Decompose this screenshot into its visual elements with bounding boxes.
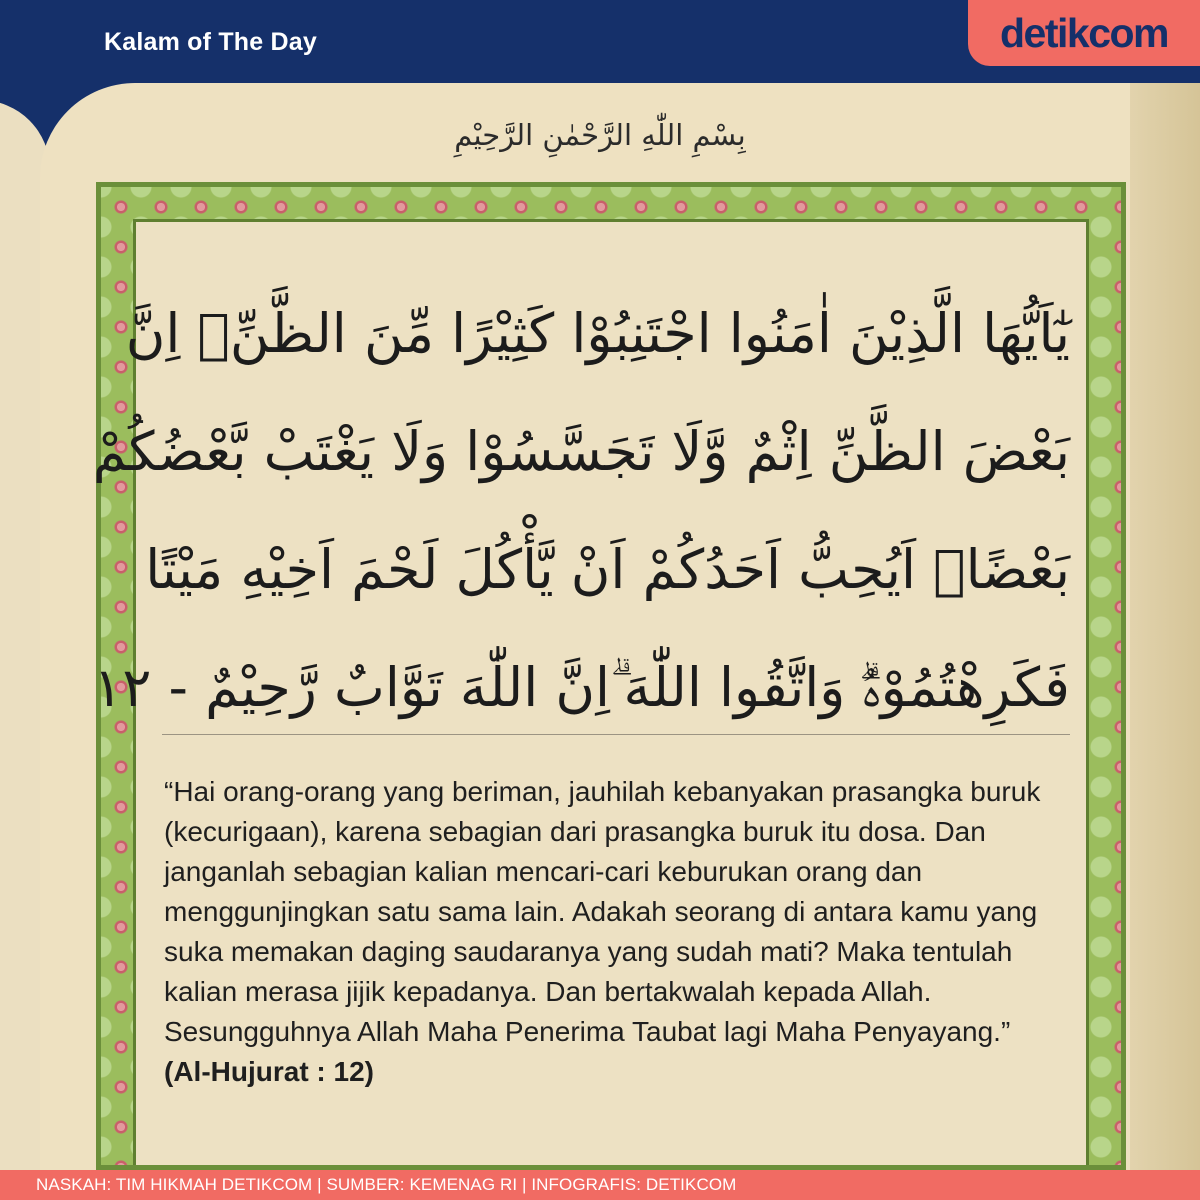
verse-reference: (Al-Hujurat : 12) [164, 1056, 374, 1087]
translation-body: “Hai orang-orang yang beriman, jauhilah kebanyakan prasangka buruk (kecurigaan), karena sebagian dari prasangka buruk itu dosa. Dan janganlah sebagian kalian mencari-cari keburukan orang dan menggunjingkan satu sama lain. Adakah seorang di antara kamu yang suka memakan daging saudaranya yang sudah mati? Maka tentulah kalian merasa jijik kepadanya. Dan bertakwalah kepada Allah. Sesungguhnya Allah Maha Penerima Taubat lagi Maha Penyayang.” [164, 776, 1041, 1047]
brand-name: detikcom [1000, 9, 1168, 56]
detikcom-logo [968, 0, 1200, 66]
basmala: بِسْمِ اللّٰهِ الرَّحْمٰنِ الرَّحِيْمِ [454, 118, 746, 152]
arabic-verse-line-2: بَعْضَ الظَّنِّ اِثْمٌ وَّلَا تَجَسَّسُوْا وَلَا يَغْتَبْ بَّعْضُكُمْ [92, 420, 1070, 483]
translation-text [164, 772, 1064, 1092]
header-title: Kalam of The Day [104, 28, 317, 56]
arabic-verse [92, 275, 1070, 747]
arabic-verse-line-4: فَكَرِهْتُمُوْهُۗ وَاتَّقُوا اللّٰهَ ۗاِنَّ اللّٰهَ تَوَّابٌ رَّحِيْمٌ - ١٢ [93, 656, 1070, 719]
page-right-shadow [1130, 83, 1200, 1173]
arabic-verse-line-3: بَعْضًاۗ اَيُحِبُّ اَحَدُكُمْ اَنْ يَّأْكُلَ لَحْمَ اَخِيْهِ مَيْتًا [145, 538, 1070, 601]
footer-credits: NASKAH: TIM HIKMAH DETIKCOM | SUMBER: KEMENAG RI | INFOGRAFIS: DETIKCOM [0, 1170, 1200, 1200]
divider [162, 734, 1070, 735]
arabic-verse-line-1: يٰٓاَيُّهَا الَّذِيْنَ اٰمَنُوا اجْتَنِبُوْا كَثِيْرًا مِّنَ الظَّنِّۖ اِنَّ [125, 302, 1070, 365]
